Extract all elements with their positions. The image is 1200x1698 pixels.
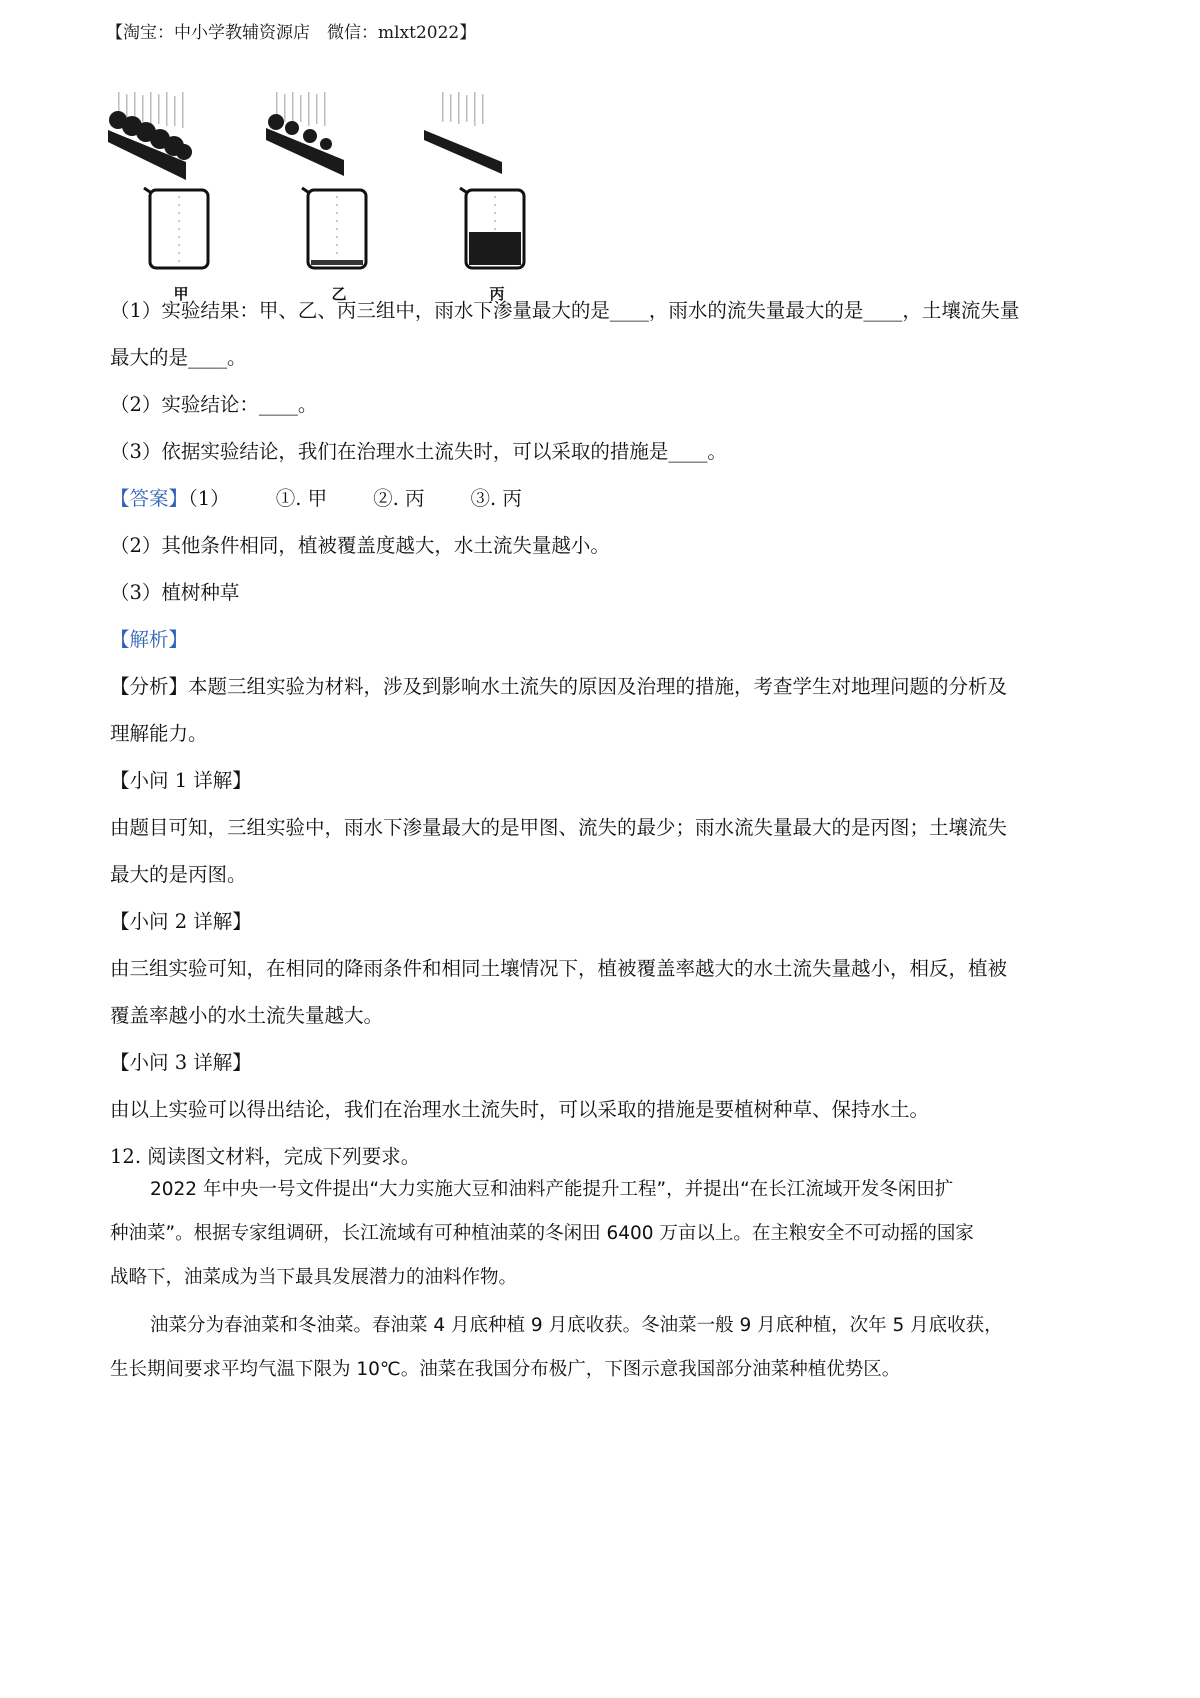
- answer-item-3: ③. 丙: [470, 487, 522, 510]
- question-3: （3）依据实验结论，我们在治理水土流失时，可以采取的措施是____。: [110, 440, 727, 463]
- passage-p1-line-2: 种油菜”。根据专家组调研，长江流域有可种植油菜的冬闲田 6400 万亩以上。在主粮安全不可动摇的国家: [110, 1223, 974, 1244]
- question-1-line-1: （1）实验结果：甲、乙、丙三组中，雨水下渗量最大的是____，雨水的流失量最大的是____，土壤流失量: [110, 299, 1020, 322]
- analysis-fenxi-line-2: 理解能力。: [110, 722, 208, 745]
- panel-label-jia: 甲: [173, 285, 189, 303]
- passage-p1-line-3: 战略下，油菜成为当下最具发展潜力的油料作物。: [110, 1267, 518, 1288]
- passage-p2-line-1: 油菜分为春油菜和冬油菜。春油菜 4 月底种植 9 月底收获。冬油菜一般 9 月底种植，次年 5 月底收获，: [150, 1315, 1003, 1336]
- panel-label-bing: 丙: [489, 285, 505, 303]
- panel-bing: [422, 92, 572, 304]
- slope-dense-vegetation-illustration: [106, 92, 256, 282]
- answer-tag: 【答案】: [110, 487, 189, 510]
- analysis-fenxi-line-1: 【分析】本题三组实验为材料，涉及到影响水土流失的原因及治理的措施，考查学生对地理问题的分析及: [110, 675, 1008, 698]
- answer-part-2: （2）其他条件相同，植被覆盖度越大，水土流失量越小。: [110, 534, 610, 557]
- analysis-q2-heading: 【小问 2 详解】: [110, 910, 252, 933]
- answer-item-1: ①. 甲: [275, 487, 328, 510]
- experiment-figure: [106, 92, 576, 304]
- panel-yi: [264, 92, 414, 304]
- analysis-q1-line-2: 最大的是丙图。: [110, 863, 247, 886]
- document-body: [110, 287, 1100, 1180]
- question-12-passage: [110, 1168, 1096, 1392]
- panel-jia: [106, 92, 256, 304]
- answer-line-1: [110, 475, 1100, 522]
- answer-item-2: ②. 丙: [373, 487, 425, 510]
- analysis-q2-line-1: 由三组实验可知，在相同的降雨条件和相同土壤情况下，植被覆盖率越大的水土流失量越小，相反，植被: [110, 957, 1008, 980]
- answer-part1-label: （1）: [188, 487, 230, 510]
- question-2: （2）实验结论：____。: [110, 393, 318, 416]
- slope-sparse-vegetation-illustration: [264, 92, 414, 282]
- analysis-q1-line-1: 由题目可知，三组实验中，雨水下渗量最大的是甲图、流失的最少；雨水流失量最大的是丙图；土壤流失: [110, 816, 1008, 839]
- page-header: 【淘宝：中小学教辅资源店 微信：mlxt2022】: [106, 23, 477, 43]
- analysis-tag: 【解析】: [110, 628, 189, 651]
- passage-p1-line-1: 2022 年中央一号文件提出“大力实施大豆和油料产能提升工程”，并提出“在长江流域开发冬闲田扩: [150, 1179, 954, 1200]
- analysis-q3-heading: 【小问 3 详解】: [110, 1051, 252, 1074]
- analysis-q3-line-1: 由以上实验可以得出结论，我们在治理水土流失时，可以采取的措施是要植树种草、保持水土。: [110, 1098, 930, 1121]
- panel-label-yi: 乙: [331, 285, 347, 303]
- question-1-line-2: 最大的是____。: [110, 346, 247, 369]
- analysis-q1-heading: 【小问 1 详解】: [110, 769, 252, 792]
- passage-p2-line-2: 生长期间要求平均气温下限为 10℃。油菜在我国分布极广，下图示意我国部分油菜种植优势区。: [110, 1359, 901, 1380]
- analysis-q2-line-2: 覆盖率越小的水土流失量越大。: [110, 1004, 384, 1027]
- question-12-title: 12. 阅读图文材料，完成下列要求。: [110, 1145, 421, 1168]
- answer-part-3: （3）植树种草: [110, 581, 240, 604]
- slope-bare-illustration: [422, 92, 572, 282]
